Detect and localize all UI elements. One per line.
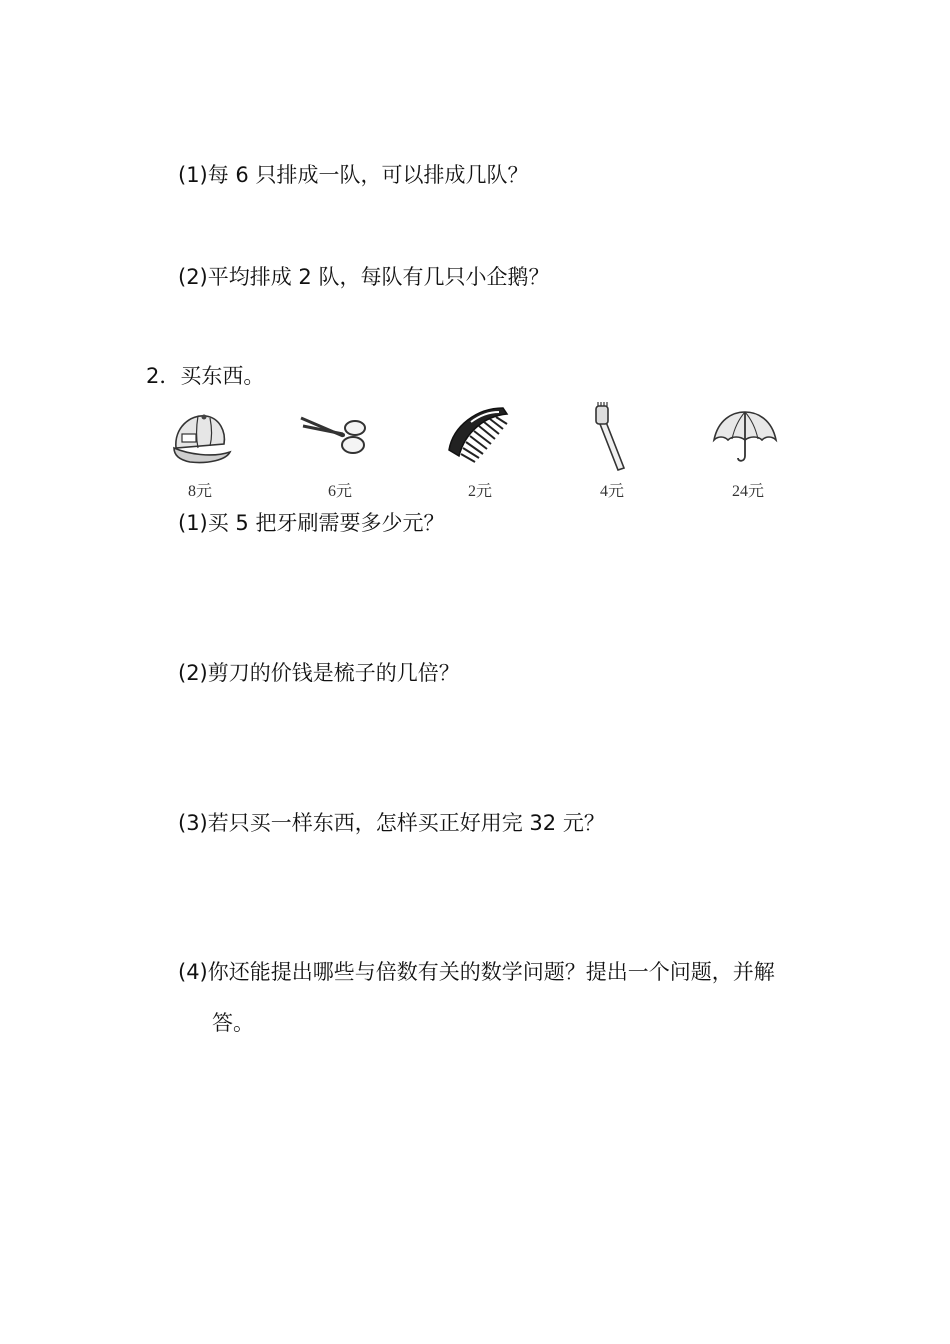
- question-2-heading: [146, 366, 264, 387]
- scissors-icon: [297, 412, 373, 458]
- question-2-sub-4-line-2: 答。: [212, 1011, 254, 1035]
- question-2-sub-1: (1)买 5 把牙刷需要多少元？: [178, 511, 445, 535]
- question-2-sub-3: (3)若只买一样东西，怎样买正好用完 32 元？: [178, 811, 605, 835]
- question-2-sub-2: (2)剪刀的价钱是梳子的几倍？: [178, 661, 460, 685]
- item-scissors: [285, 412, 385, 458]
- price-cap: 8元: [187, 483, 212, 500]
- cap-icon: [168, 408, 232, 466]
- question-number: 2．: [146, 364, 181, 388]
- price-comb: 2元: [467, 483, 492, 500]
- item-comb: [427, 402, 527, 468]
- question-1-sub-1: (1)每 6 只排成一队，可以排成几队？: [178, 163, 529, 187]
- question-title: 买东西。: [180, 364, 265, 388]
- item-toothbrush: [560, 402, 660, 474]
- toothbrush-icon: [588, 402, 632, 474]
- question-1-sub-2: (2)平均排成 2 队，每队有几只小企鹅？: [178, 265, 550, 289]
- price-umbrella: 24元: [731, 483, 764, 500]
- umbrella-icon: [710, 406, 780, 466]
- comb-icon: [441, 402, 513, 468]
- item-umbrella: [695, 406, 795, 466]
- price-scissors: 6元: [327, 483, 352, 500]
- item-cap: [150, 408, 250, 466]
- price-toothbrush: 4元: [599, 483, 624, 500]
- question-2-sub-4-line-1: (4)你还能提出哪些与倍数有关的数学问题？提出一个问题，并解: [178, 960, 775, 984]
